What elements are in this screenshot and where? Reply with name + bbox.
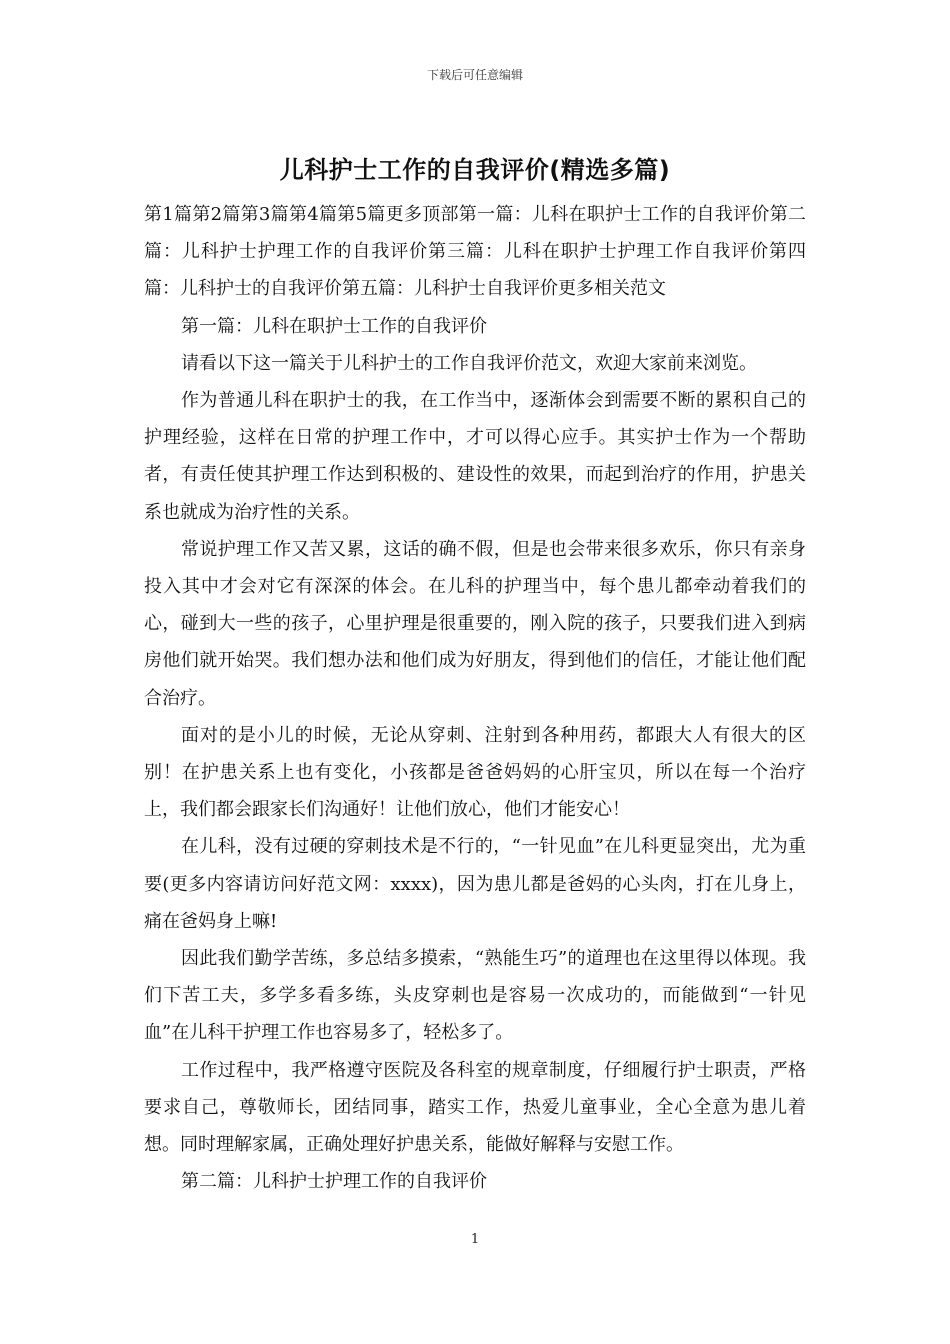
page-header: 下载后可任意编辑	[426, 68, 523, 82]
page-number: 1	[470, 1232, 480, 1247]
document-body	[144, 196, 806, 1200]
paragraph: 因此我们勤学苦练，多总结多摸索，“熟能生巧”的道理也在这里得以体现。我们下苦工夫，多学多看多练，头皮穿刺也是容易一次成功的，而能做到“一针见血”在儿科干护理工作也容易多了，轻松多了。	[144, 948, 806, 1044]
paragraph: 常说护理工作又苦又累，这话的确不假，但是也会带来很多欢乐，你只有亲身投入其中才会对它有深深的体会。在儿科的护理当中，每个患儿都牵动着我们的心，碰到大一些的孩子，心里护理是很重要的，刚入院的孩子，只要我们进入到病房他们就开始哭。我们想办法和他们成为好朋友，得到他们的信任，才能让他们配合治疗。	[144, 538, 806, 709]
document-title: 儿科护士工作的自我评价(精选多篇)	[279, 156, 671, 184]
paragraph: 在儿科，没有过硬的穿刺技术是不行的，“一针见血”在儿科更显突出，尤为重要(更多内容请访问好范文网：xxxx)，因为患儿都是爸妈的心头肉，打在儿身上，痛在爸妈身上嘛!	[144, 836, 806, 932]
paragraph: 作为普通儿科在职护士的我，在工作当中，逐渐体会到需要不断的累积自己的护理经验，这样在日常的护理工作中，才可以得心应手。其实护士作为一个帮助者，有责任使其护理工作达到积极的、建设性的效果，而起到治疗的作用，护患关系也就成为治疗性的关系。	[144, 390, 806, 523]
section-heading: 第二篇：儿科护士护理工作的自我评价	[181, 1171, 487, 1193]
section-heading: 第一篇：儿科在职护士工作的自我评价	[181, 315, 487, 337]
table-of-contents: 第1篇第2篇第3篇第4篇第5篇更多顶部第一篇：儿科在职护士工作的自我评价第二篇：儿科护士护理工作的自我评价第三篇：儿科在职护士护理工作自我评价第四篇：儿科护士的自我评价第五篇：儿科护士自我评价更多相关范文	[144, 204, 806, 300]
paragraph: 工作过程中，我严格遵守医院及各科室的规章制度，仔细履行护士职责，严格要求自己，尊敬师长，团结同事，踏实工作，热爱儿童事业，全心全意为患儿着想。同时理解家属，正确处理好护患关系，能做好解释与安慰工作。	[144, 1059, 806, 1156]
paragraph: 面对的是小儿的时候，无论从穿刺、注射到各种用药，都跟大人有很大的区别！在护患关系上也有变化，小孩都是爸爸妈妈的心肝宝贝，所以在每一个治疗上，我们都会跟家长们沟通好！让他们放心，他们才能安心！	[144, 724, 806, 821]
paragraph: 请看以下这一篇关于儿科护士的工作自我评价范文，欢迎大家前来浏览。	[181, 352, 757, 374]
